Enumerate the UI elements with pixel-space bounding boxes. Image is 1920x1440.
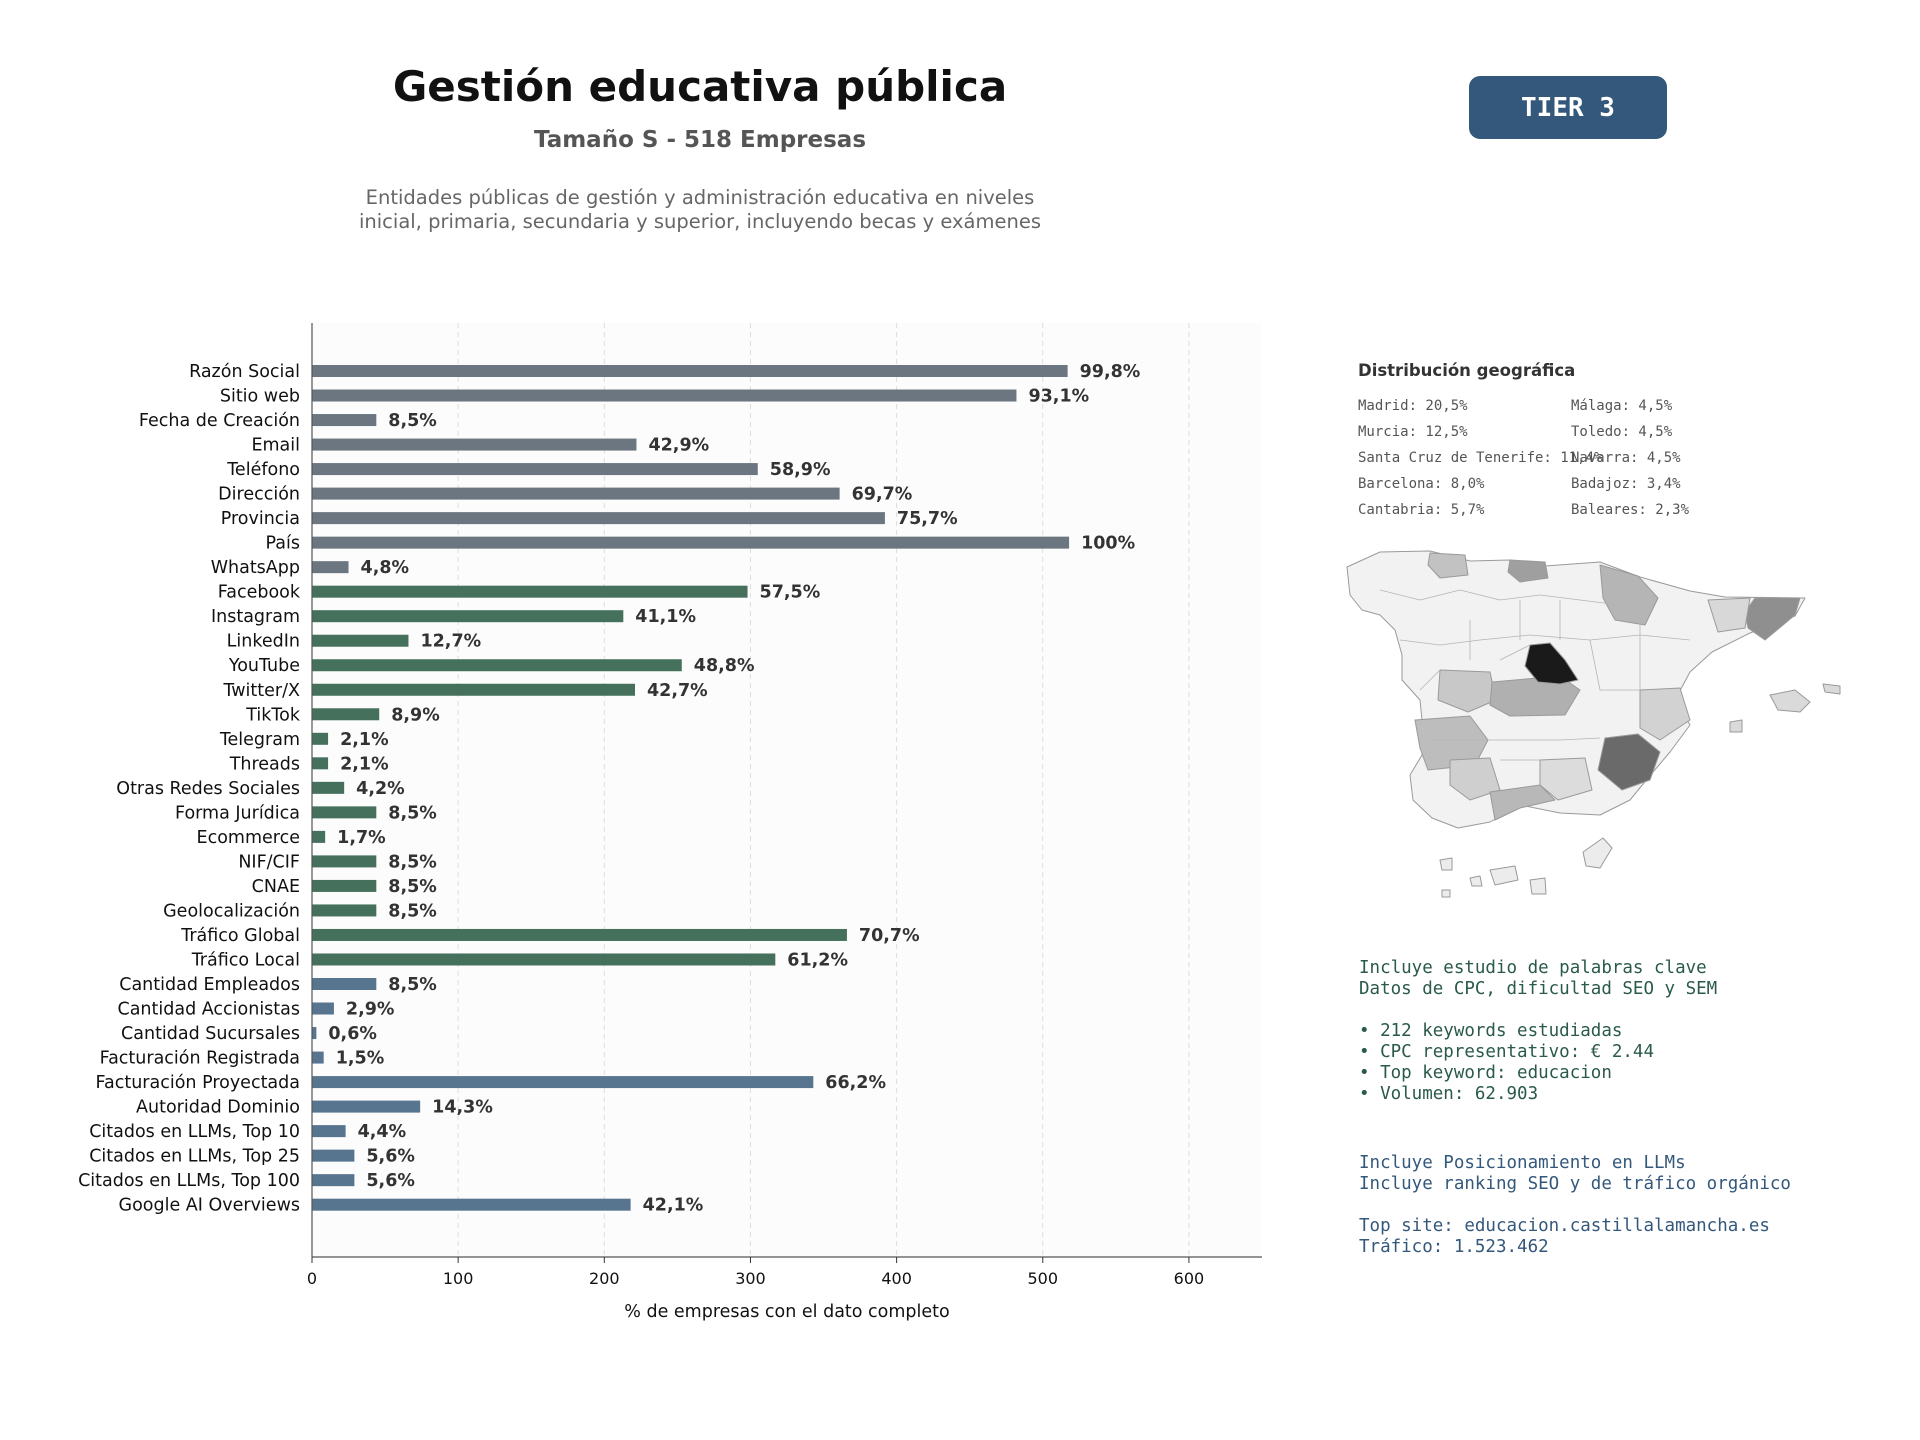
- y-tick-label: Citados en LLMs, Top 100: [78, 1171, 300, 1192]
- y-tick-label: Teléfono: [227, 460, 300, 481]
- x-axis-title: % de empresas con el dato completo: [624, 1302, 950, 1322]
- data-label: 4,8%: [360, 558, 410, 579]
- y-tick-label: Facturación Registrada: [99, 1048, 300, 1069]
- bar: [312, 1052, 324, 1064]
- y-tick-label: TikTok: [246, 705, 300, 726]
- x-tick-label: 100: [442, 1269, 474, 1288]
- geo-distribution-list: [1358, 398, 1778, 528]
- bar: [312, 953, 775, 965]
- bar: [312, 831, 325, 843]
- data-label: 42,7%: [647, 680, 708, 701]
- y-tick-label: Sitio web: [219, 386, 300, 407]
- geo-item: Murcia: 12,5%: [1358, 424, 1468, 440]
- keywords-bullet: • CPC representativo: € 2.44: [1359, 1042, 1655, 1062]
- bar: [312, 659, 682, 671]
- data-label: 70,7%: [858, 925, 920, 946]
- llm-line-1: Incluye Posicionamiento en LLMs: [1359, 1153, 1686, 1173]
- y-tick-label: Razón Social: [189, 362, 300, 382]
- spain-choropleth-map: [1340, 540, 1860, 910]
- data-label: 75,7%: [896, 509, 958, 530]
- map-canarias-4: [1470, 876, 1482, 886]
- x-tick-label: 0: [306, 1269, 318, 1288]
- data-label: 8,5%: [388, 901, 437, 922]
- bar: [312, 635, 408, 647]
- map-malaga: [1490, 785, 1555, 820]
- y-tick-label: Geolocalización: [163, 901, 300, 922]
- data-label: 5,6%: [366, 1171, 415, 1192]
- x-tick-label: 500: [1027, 1269, 1059, 1288]
- y-tick-label: Tráfico Global: [181, 925, 300, 946]
- x-tick-label: 300: [735, 1269, 766, 1288]
- keywords-line-2: Datos de CPC, dificultad SEO y SEM: [1359, 979, 1718, 999]
- geo-title: Distribución geográfica: [1358, 361, 1576, 380]
- data-label: 42,1%: [642, 1195, 704, 1216]
- y-tick-label: Twitter/X: [223, 680, 300, 701]
- tier-badge: TIER 3: [1469, 76, 1667, 139]
- description-line-1: Entidades públicas de gestión y administración educativa en niveles: [365, 186, 1035, 209]
- data-label: 58,9%: [769, 460, 831, 481]
- data-label: 66,2%: [825, 1073, 887, 1094]
- y-tick-label: Facturación Proyectada: [95, 1073, 300, 1094]
- keywords-bullet: • 212 keywords estudiadas: [1359, 1021, 1623, 1041]
- data-label: 48,8%: [693, 656, 755, 677]
- data-label: 8,5%: [388, 876, 437, 897]
- top-site-traffic: Tráfico: 1.523.462: [1359, 1237, 1549, 1257]
- data-label: 100%: [1081, 533, 1136, 554]
- y-tick-label: Instagram: [210, 607, 300, 628]
- bar: [312, 978, 376, 990]
- map-canarias-1: [1583, 838, 1612, 868]
- y-tick-label: WhatsApp: [210, 558, 300, 579]
- data-label: 4,4%: [357, 1122, 407, 1143]
- keywords-bullet: • Volumen: 62.903: [1359, 1084, 1539, 1104]
- y-tick-label: Citados en LLMs, Top 25: [89, 1146, 300, 1167]
- bar: [312, 439, 636, 451]
- bar: [312, 1101, 420, 1113]
- geo-item: Barcelona: 8,0%: [1358, 476, 1485, 492]
- page-title: Gestión educativa pública: [392, 62, 1008, 111]
- data-label: 1,7%: [337, 827, 386, 848]
- y-tick-label: Cantidad Empleados: [119, 975, 300, 995]
- y-tick-label: Facebook: [217, 582, 300, 603]
- y-tick-label: LinkedIn: [226, 631, 300, 652]
- bar: [312, 904, 376, 916]
- bar: [312, 782, 344, 794]
- y-tick-label: Forma Jurídica: [175, 803, 300, 824]
- data-label: 8,5%: [388, 852, 437, 873]
- geo-item: Málaga: 4,5%: [1571, 398, 1673, 414]
- geo-item: Santa Cruz de Tenerife: 11,4%: [1358, 450, 1603, 466]
- map-menorca: [1823, 684, 1840, 694]
- data-label: 0,6%: [328, 1024, 377, 1045]
- y-tick-label: Telegram: [219, 729, 300, 750]
- top-site: Top site: educacion.castillalamancha.es: [1359, 1216, 1770, 1236]
- bar: [312, 1199, 631, 1211]
- data-label: 1,5%: [335, 1048, 385, 1069]
- data-label: 57,5%: [759, 582, 821, 603]
- bar: [312, 610, 623, 622]
- y-tick-label: Citados en LLMs, Top 10: [89, 1122, 300, 1143]
- data-label: 14,3%: [432, 1097, 493, 1118]
- data-label: 42,9%: [648, 435, 710, 456]
- data-label: 8,5%: [388, 975, 437, 995]
- data-label: 8,5%: [388, 803, 437, 824]
- bar: [312, 537, 1069, 549]
- geo-item: Baleares: 2,3%: [1571, 502, 1690, 518]
- y-tick-label: YouTube: [228, 656, 300, 677]
- x-tick-label: 600: [1173, 1269, 1205, 1288]
- data-label: 93,1%: [1028, 386, 1090, 407]
- map-baleares: [1770, 690, 1810, 712]
- data-label: 4,2%: [356, 778, 405, 799]
- description-line-2: inicial, primaria, secundaria y superior, incluyendo becas y exámenes: [358, 210, 1042, 233]
- bar: [312, 684, 635, 696]
- x-tick-label: 400: [881, 1269, 912, 1288]
- bar: [312, 733, 328, 745]
- geo-item: Toledo: 4,5%: [1571, 424, 1673, 440]
- keywords-bullet: • Top keyword: educacion: [1359, 1063, 1612, 1083]
- data-label: 2,1%: [340, 754, 389, 775]
- bar: [312, 488, 840, 500]
- bar: [312, 1027, 316, 1039]
- bar: [312, 365, 1068, 377]
- y-tick-label: País: [265, 533, 300, 554]
- data-label: 2,1%: [340, 729, 389, 750]
- y-tick-label: Ecommerce: [196, 827, 300, 848]
- data-label: 61,2%: [787, 950, 849, 971]
- y-tick-label: NIF/CIF: [238, 852, 300, 873]
- data-label: 69,7%: [851, 484, 913, 505]
- map-canarias-2: [1490, 866, 1518, 885]
- bar: [312, 1150, 354, 1162]
- y-tick-label: Dirección: [218, 484, 300, 505]
- y-tick-label: Autoridad Dominio: [136, 1097, 300, 1118]
- y-tick-label: Tráfico Local: [191, 950, 300, 971]
- bar: [312, 561, 349, 573]
- bar: [312, 757, 328, 769]
- geo-item: Badajoz: 3,4%: [1571, 476, 1681, 492]
- data-label: 41,1%: [635, 607, 697, 628]
- y-tick-label: Google AI Overviews: [118, 1195, 300, 1216]
- data-label: 99,8%: [1079, 362, 1141, 382]
- page-subtitle: Tamaño S - 518 Empresas: [533, 127, 867, 153]
- map-canarias-5: [1440, 858, 1452, 870]
- y-tick-label: CNAE: [251, 876, 300, 897]
- y-tick-label: Email: [251, 435, 300, 456]
- data-label: 2,9%: [345, 999, 395, 1020]
- bar: [312, 880, 376, 892]
- bar: [312, 463, 758, 475]
- y-tick-label: Otras Redes Sociales: [116, 778, 300, 799]
- map-ibiza: [1730, 720, 1742, 732]
- data-label: 5,6%: [366, 1146, 415, 1167]
- bar: [312, 1174, 354, 1186]
- llm-seo-info: [1359, 1153, 1791, 1258]
- bar: [312, 708, 379, 720]
- x-tick-label: 200: [589, 1269, 620, 1288]
- y-tick-label: Cantidad Sucursales: [121, 1024, 300, 1045]
- bar: [312, 414, 376, 426]
- map-canarias-6: [1442, 890, 1450, 897]
- map-barcelona: [1745, 598, 1800, 640]
- map-canarias-3: [1530, 878, 1546, 894]
- geo-item: Navarra: 4,5%: [1571, 450, 1681, 466]
- bar: [312, 1003, 334, 1015]
- bar: [312, 390, 1016, 402]
- data-label: 8,9%: [391, 705, 440, 726]
- bar: [312, 929, 847, 941]
- bar: [312, 586, 748, 598]
- bar: [312, 1125, 346, 1137]
- y-tick-label: Fecha de Creación: [138, 411, 300, 432]
- keywords-info: [1359, 958, 1717, 1105]
- y-tick-label: Provincia: [220, 509, 300, 530]
- data-label: 12,7%: [420, 631, 482, 652]
- geo-item: Madrid: 20,5%: [1358, 398, 1468, 414]
- y-tick-label: Cantidad Accionistas: [117, 999, 300, 1020]
- bar: [312, 855, 376, 867]
- y-tick-label: Threads: [229, 754, 300, 775]
- geo-item: Cantabria: 5,7%: [1358, 502, 1485, 518]
- bar: [312, 806, 376, 818]
- bar: [312, 512, 885, 524]
- bar: [312, 1076, 813, 1088]
- data-label: 8,5%: [388, 411, 437, 432]
- llm-line-2: Incluye ranking SEO y de tráfico orgánico: [1359, 1174, 1791, 1194]
- keywords-line-1: Incluye estudio de palabras clave: [1359, 958, 1707, 978]
